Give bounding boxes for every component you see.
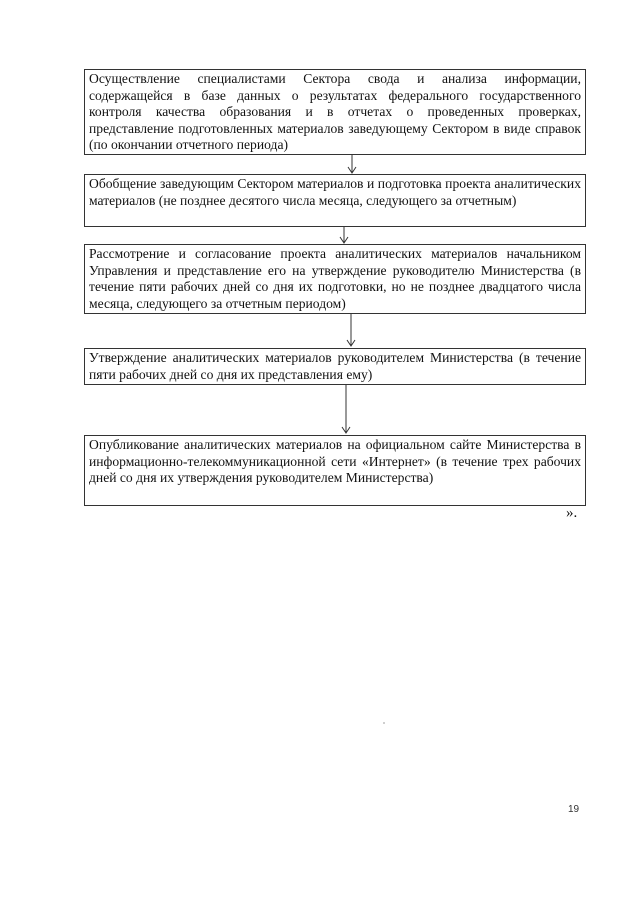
flow-step-5: Опубликование аналитических материалов на официальном сайте Министерства в информационно-телекоммуникационной сети «Интернет» (в течение трех рабочих дней со дня их утверждения руководителем Министерства): [84, 435, 586, 506]
arrow-down-icon: [338, 227, 350, 245]
flow-step-2: Обобщение заведующим Сектором материалов и подготовка проекта аналитических материалов (не позднее десятого числа месяца, следующего за отчетным): [84, 174, 586, 227]
page-number: 19: [568, 804, 580, 815]
closing-quote: ».: [566, 505, 578, 521]
arrow-down-icon: [346, 155, 358, 175]
flow-step-3: Рассмотрение и согласование проекта аналитических материалов начальником Управления и представление его на утверждение руководителю Министерства (в течение пяти рабочих дней со дня их подготовки, но не позднее двадцатого числа месяца, следующего за отчетным периодом): [84, 244, 586, 314]
flow-step-4: Утверждение аналитических материалов руководителем Министерства (в течение пяти рабочих дней со дня их представления ему): [84, 348, 586, 385]
arrow-down-icon: [345, 314, 357, 348]
flow-step-1: Осуществление специалистами Сектора свода и анализа информации, содержащейся в базе данных о результатах федерального государственного контроля качества образования и в отчетах о проведенных проверках, представление подготовленных материалов заведующему Сектором в виде справок (по окончании отчетного периода): [84, 69, 586, 155]
arrow-down-icon: [340, 385, 352, 435]
scan-speck: [383, 722, 385, 724]
